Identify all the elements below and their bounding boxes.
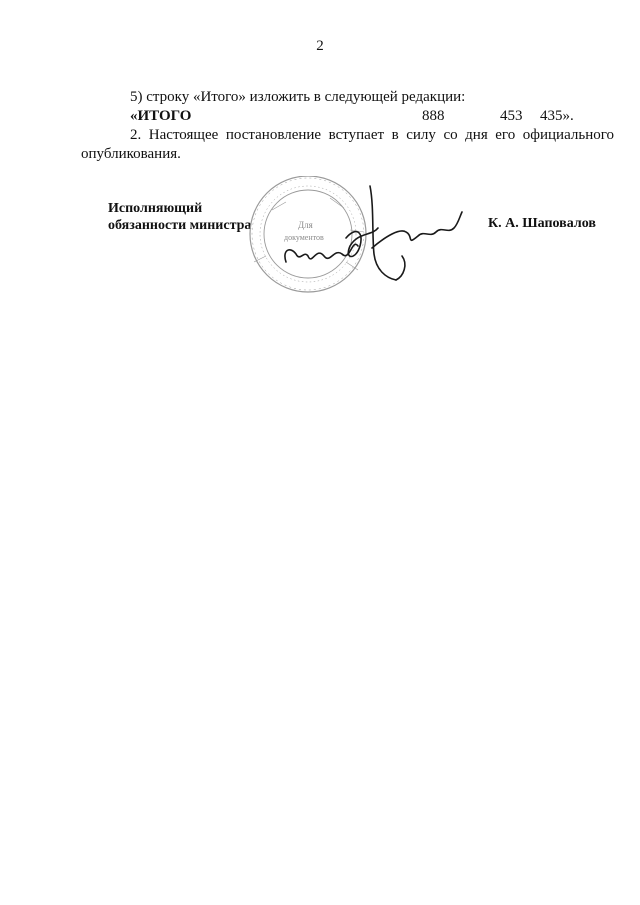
- signer-name: К. А. Шаповалов: [488, 216, 596, 231]
- paragraph-2-line-2: опубликования.: [81, 146, 181, 162]
- paragraph-2: [81, 126, 614, 164]
- paragraph-2-line-1: 2. Настоящее постановление вступает в силу со дня его официального: [130, 127, 614, 143]
- total-value-3: 435».: [540, 108, 574, 124]
- signer-position-line-1: Исполняющий: [108, 201, 203, 216]
- total-value-2: 453: [500, 108, 523, 124]
- signer-position-line-2: обязанности министра: [108, 218, 252, 233]
- seal-stamp-with-signature: [246, 176, 476, 296]
- total-row: [130, 107, 590, 126]
- page-number: 2: [316, 38, 324, 54]
- stamp-inner-text-2: документов: [284, 233, 324, 242]
- stamp-inner-text-1: Для: [298, 220, 313, 230]
- signer-position: [108, 200, 251, 234]
- total-label: «ИТОГО: [130, 108, 192, 124]
- paragraph-item-5: 5) строку «Итого» изложить в следующей редакции:: [130, 89, 466, 105]
- total-value-1: 888: [422, 108, 445, 124]
